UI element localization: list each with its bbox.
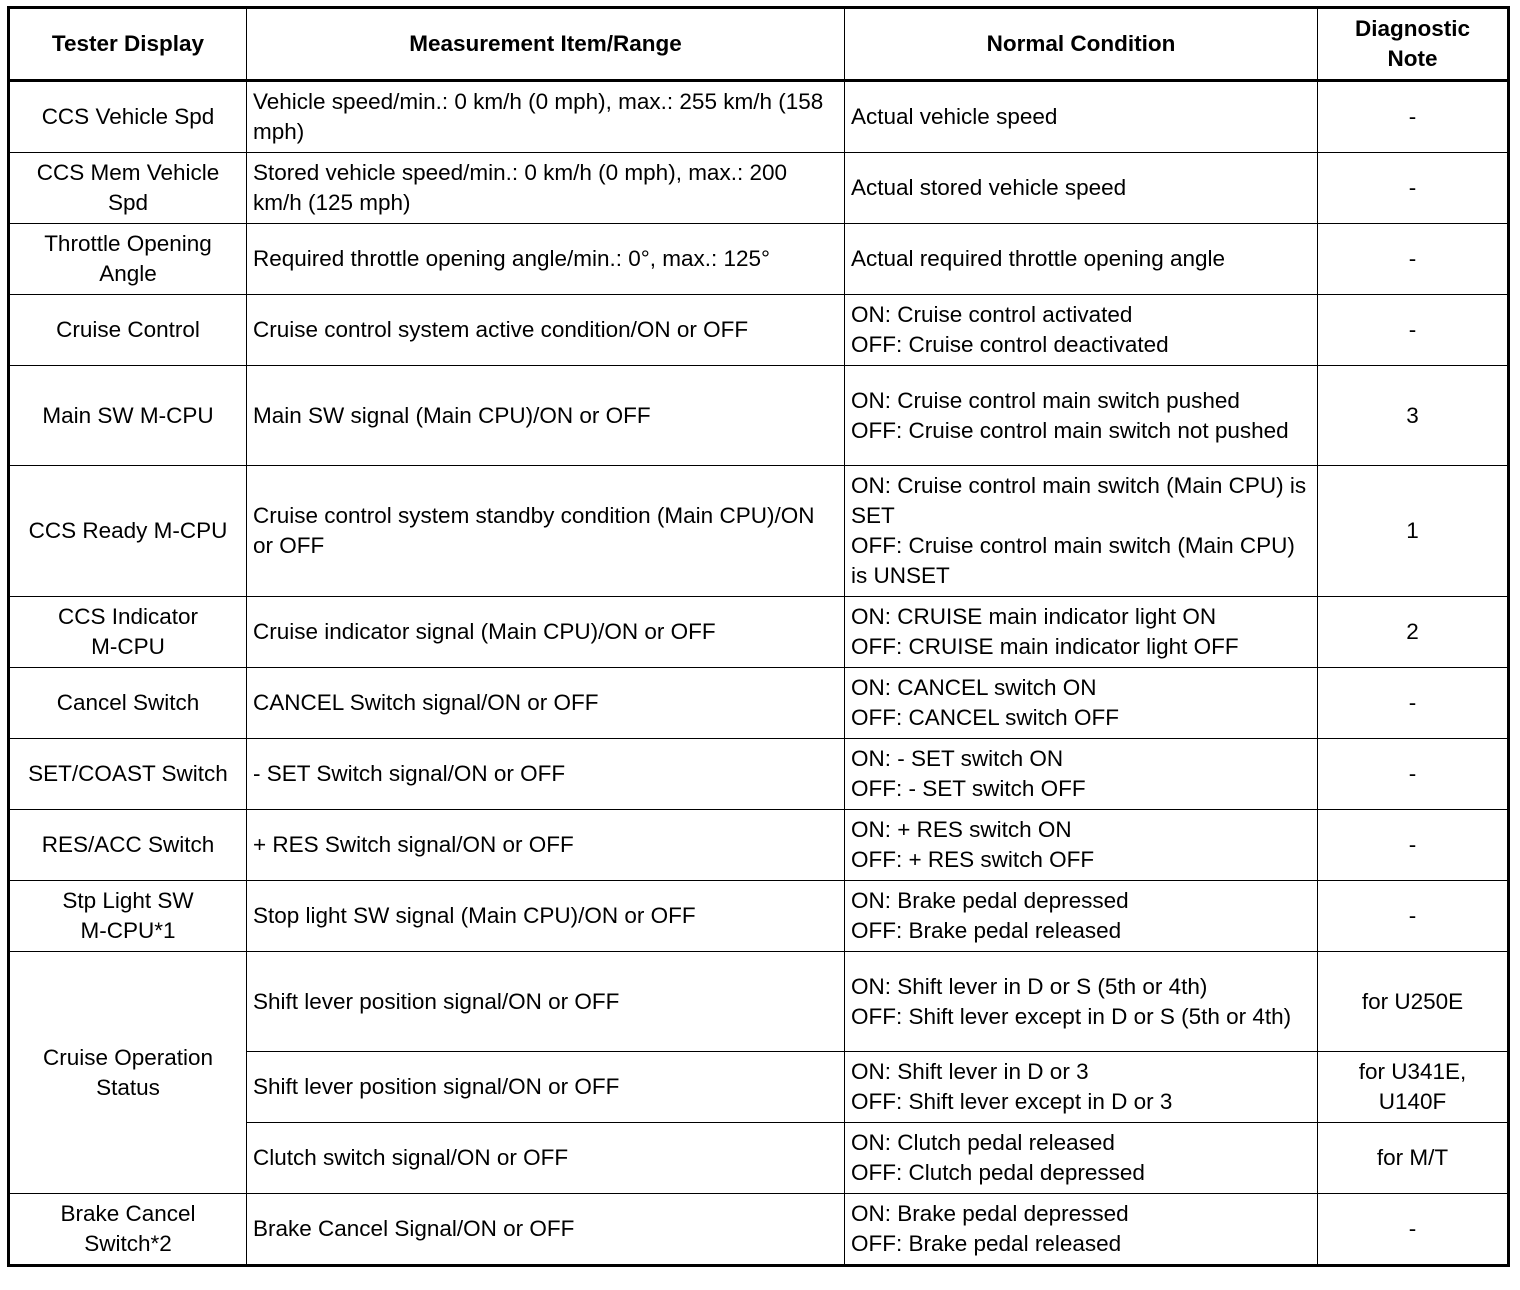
header-normal-condition: Normal Condition	[845, 8, 1318, 81]
diagnostic-table-container	[7, 6, 1507, 1267]
normal-condition-cell: ON: Cruise control activated OFF: Cruise control deactivated	[845, 295, 1318, 366]
diagnostic-note-cell: -	[1318, 881, 1509, 952]
measurement-cell: Vehicle speed/min.: 0 km/h (0 mph), max.: 255 km/h (158 mph)	[247, 81, 845, 153]
diagnostic-note-cell: -	[1318, 739, 1509, 810]
tester-display-cell: RES/ACC Switch	[9, 810, 247, 881]
diagnostic-note-cell: for U341E, U140F	[1318, 1052, 1509, 1123]
normal-condition-cell: ON: CANCEL switch ON OFF: CANCEL switch OFF	[845, 668, 1318, 739]
measurement-cell: Required throttle opening angle/min.: 0°, max.: 125°	[247, 224, 845, 295]
header-diagnostic-note: Diagnostic Note	[1318, 8, 1509, 81]
normal-condition-cell: ON: Brake pedal depressed OFF: Brake pedal released	[845, 1194, 1318, 1266]
header-tester-display: Tester Display	[9, 8, 247, 81]
measurement-cell: Cruise control system active condition/ON or OFF	[247, 295, 845, 366]
table-row	[9, 1194, 1509, 1266]
tester-display-cell: Cancel Switch	[9, 668, 247, 739]
diagnostic-note-cell: for U250E	[1318, 952, 1509, 1052]
measurement-cell: Main SW signal (Main CPU)/ON or OFF	[247, 366, 845, 466]
measurement-cell: Brake Cancel Signal/ON or OFF	[247, 1194, 845, 1266]
normal-condition-cell: Actual required throttle opening angle	[845, 224, 1318, 295]
tester-display-cell: Cruise Control	[9, 295, 247, 366]
table-row	[9, 295, 1509, 366]
measurement-cell: - SET Switch signal/ON or OFF	[247, 739, 845, 810]
table-row	[9, 810, 1509, 881]
normal-condition-cell: ON: - SET switch ON OFF: - SET switch OFF	[845, 739, 1318, 810]
diagnostic-note-cell: -	[1318, 668, 1509, 739]
normal-condition-cell: ON: Shift lever in D or S (5th or 4th) OFF: Shift lever except in D or S (5th or 4th)	[845, 952, 1318, 1052]
header-row	[9, 8, 1509, 81]
normal-condition-cell: ON: Shift lever in D or 3 OFF: Shift lever except in D or 3	[845, 1052, 1318, 1123]
diagnostic-note-cell: 1	[1318, 466, 1509, 597]
diagnostic-note-cell: -	[1318, 81, 1509, 153]
tester-display-cell: Main SW M-CPU	[9, 366, 247, 466]
table-row	[9, 81, 1509, 153]
data-list-table	[7, 6, 1510, 1267]
table-row	[9, 224, 1509, 295]
diagnostic-note-cell: 2	[1318, 597, 1509, 668]
measurement-cell: CANCEL Switch signal/ON or OFF	[247, 668, 845, 739]
normal-condition-cell: ON: Clutch pedal released OFF: Clutch pedal depressed	[845, 1123, 1318, 1194]
tester-display-cell: Throttle Opening Angle	[9, 224, 247, 295]
measurement-cell: Shift lever position signal/ON or OFF	[247, 1052, 845, 1123]
table-row	[9, 153, 1509, 224]
table-row	[9, 881, 1509, 952]
tester-display-cell: SET/COAST Switch	[9, 739, 247, 810]
measurement-cell: Cruise indicator signal (Main CPU)/ON or OFF	[247, 597, 845, 668]
diagnostic-note-cell: -	[1318, 224, 1509, 295]
measurement-cell: Cruise control system standby condition (Main CPU)/ON or OFF	[247, 466, 845, 597]
table-row	[9, 597, 1509, 668]
measurement-cell: Shift lever position signal/ON or OFF	[247, 952, 845, 1052]
table-row	[9, 668, 1509, 739]
header-measurement-item: Measurement Item/Range	[247, 8, 845, 81]
normal-condition-cell: Actual vehicle speed	[845, 81, 1318, 153]
measurement-cell: Stored vehicle speed/min.: 0 km/h (0 mph), max.: 200 km/h (125 mph)	[247, 153, 845, 224]
diagnostic-note-cell: 3	[1318, 366, 1509, 466]
diagnostic-note-cell: -	[1318, 153, 1509, 224]
table-row	[9, 366, 1509, 466]
normal-condition-cell: ON: CRUISE main indicator light ON OFF: CRUISE main indicator light OFF	[845, 597, 1318, 668]
table-row	[9, 466, 1509, 597]
normal-condition-cell: ON: Cruise control main switch (Main CPU) is SET OFF: Cruise control main switch (Main CPU) is UNSET	[845, 466, 1318, 597]
normal-condition-cell: ON: Brake pedal depressed OFF: Brake pedal released	[845, 881, 1318, 952]
table-row	[9, 739, 1509, 810]
measurement-cell: Stop light SW signal (Main CPU)/ON or OFF	[247, 881, 845, 952]
tester-display-cell: CCS Vehicle Spd	[9, 81, 247, 153]
tester-display-cell: Cruise Operation Status	[9, 952, 247, 1194]
tester-display-cell: CCS Ready M-CPU	[9, 466, 247, 597]
tester-display-cell: Stp Light SW M-CPU*1	[9, 881, 247, 952]
diagnostic-note-cell: for M/T	[1318, 1123, 1509, 1194]
table-row	[9, 952, 1509, 1052]
tester-display-cell: CCS Mem Vehicle Spd	[9, 153, 247, 224]
tester-display-cell: CCS Indicator M-CPU	[9, 597, 247, 668]
diagnostic-note-cell: -	[1318, 295, 1509, 366]
normal-condition-cell: ON: + RES switch ON OFF: + RES switch OFF	[845, 810, 1318, 881]
tester-display-cell: Brake Cancel Switch*2	[9, 1194, 247, 1266]
measurement-cell: + RES Switch signal/ON or OFF	[247, 810, 845, 881]
normal-condition-cell: ON: Cruise control main switch pushed OFF: Cruise control main switch not pushed	[845, 366, 1318, 466]
measurement-cell: Clutch switch signal/ON or OFF	[247, 1123, 845, 1194]
diagnostic-note-cell: -	[1318, 1194, 1509, 1266]
diagnostic-note-cell: -	[1318, 810, 1509, 881]
normal-condition-cell: Actual stored vehicle speed	[845, 153, 1318, 224]
